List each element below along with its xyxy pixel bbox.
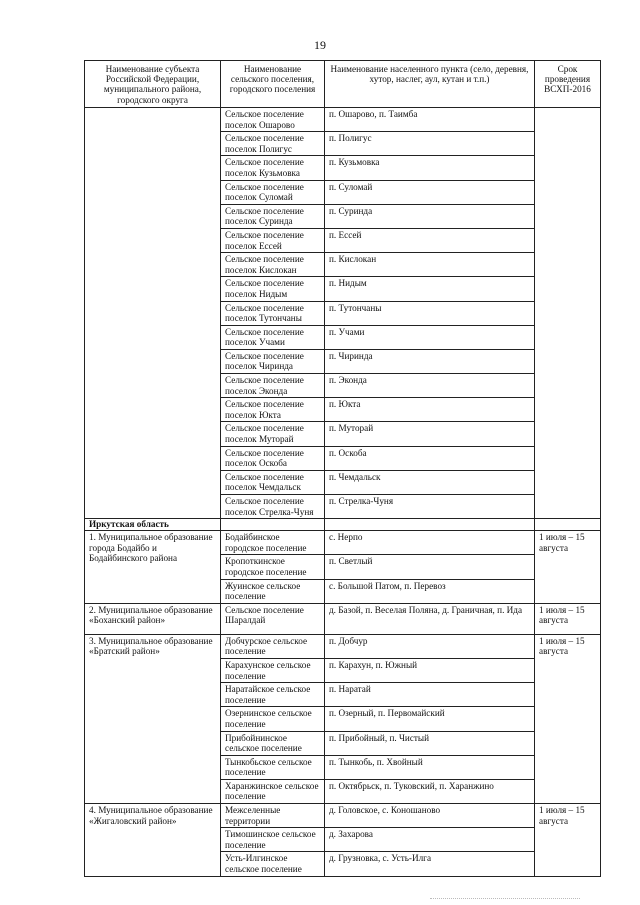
district-cell: 3. Муниципальное образование «Братский район» (85, 634, 221, 803)
locality-cell: п. Учами (325, 325, 535, 349)
settlement-cell: Сельское поселение поселок Юкта (221, 398, 325, 422)
term-cell (535, 108, 601, 519)
locality-cell: п. Чемдальск (325, 470, 535, 494)
settlement-cell: Сельское поселение поселок Суринда (221, 204, 325, 228)
locality-cell: п. Карахун, п. Южный (325, 658, 535, 682)
settlement-cell: Тынкобьское сельское поселение (221, 755, 325, 779)
locality-cell: п. Муторай (325, 422, 535, 446)
locality-cell: д. Базой, п. Веселая Поляна, д. Граничная, п. Ида (325, 603, 535, 634)
settlement-cell: Усть-Илгинское сельское поселение (221, 852, 325, 876)
locality-cell: д. Захарова (325, 828, 535, 852)
locality-cell: п. Наратай (325, 683, 535, 707)
locality-cell: п. Светлый (325, 555, 535, 579)
locality-cell: п. Озерный, п. Первомайский (325, 707, 535, 731)
table-row (85, 603, 601, 634)
settlement-cell: Сельское поселение поселок Тутончаны (221, 301, 325, 325)
term-cell: 1 июля – 15 августа (535, 634, 601, 803)
settlement-cell: Сельское поселение поселок Муторай (221, 422, 325, 446)
locality-cell: п. Кузьмовка (325, 156, 535, 180)
locality-cell: п. Прибойный, п. Чистый (325, 731, 535, 755)
header-term: Срок проведения ВСХП-2016 (535, 61, 601, 108)
settlement-cell: Сельское поселение поселок Чемдальск (221, 470, 325, 494)
locality-cell: д. Головское, с. Коношаново (325, 804, 535, 828)
settlement-cell: Сельское поселение поселок Суломай (221, 180, 325, 204)
term-cell: 1 июля – 15 августа (535, 804, 601, 877)
settlement-cell: Бодайбинское городское поселение (221, 531, 325, 555)
table-row (85, 634, 601, 658)
region-title: Иркутская область (85, 519, 221, 531)
settlement-cell: Сельское поселение поселок Чиринда (221, 349, 325, 373)
settlement-cell: Тимошинское сельское поселение (221, 828, 325, 852)
settlement-cell: Озернинское сельское поселение (221, 707, 325, 731)
settlement-cell: Харанжинское сельское поселение (221, 779, 325, 803)
settlement-cell: Сельское поселение поселок Кислокан (221, 253, 325, 277)
settlement-cell: Наратайское сельское поселение (221, 683, 325, 707)
locality-cell: п. Суринда (325, 204, 535, 228)
locality-cell: п. Эконда (325, 374, 535, 398)
locality-cell: с. Большой Патом, п. Перевоз (325, 579, 535, 603)
scan-artifact (430, 898, 580, 902)
district-cell: 4. Муниципальное образование «Жигаловский район» (85, 804, 221, 877)
settlement-cell: Сельское поселение поселок Эконда (221, 374, 325, 398)
page-number: 19 (314, 38, 326, 52)
settlement-cell: Кропоткинское городское поселение (221, 555, 325, 579)
table-row (85, 804, 601, 828)
settlement-cell: Карахунское сельское поселение (221, 658, 325, 682)
locality-cell: п. Суломай (325, 180, 535, 204)
locality-cell: п. Кислокан (325, 253, 535, 277)
header-locality: Наименование населенного пункта (село, деревня, хутор, наслег, аул, кутан и т.п.) (325, 61, 535, 108)
settlement-cell: Добчурское сельское поселение (221, 634, 325, 658)
region-row (85, 519, 601, 531)
settlement-cell: Сельское поселение поселок Учами (221, 325, 325, 349)
settlement-cell: Прибойнинское сельское поселение (221, 731, 325, 755)
district-cell: 2. Муниципальное образование «Боханский район» (85, 603, 221, 634)
locality-cell: п. Юкта (325, 398, 535, 422)
locality-cell: п. Чиринда (325, 349, 535, 373)
table-row (85, 108, 601, 132)
term-cell: 1 июля – 15 августа (535, 531, 601, 604)
header-settlement: Наименование сельского поселения, городского поселения (221, 61, 325, 108)
settlement-cell: Сельское поселение поселок Кузьмовка (221, 156, 325, 180)
locality-cell: с. Нерпо (325, 531, 535, 555)
locality-cell: п. Добчур (325, 634, 535, 658)
locality-cell: д. Грузновка, с. Усть-Илга (325, 852, 535, 876)
settlement-cell: Сельское поселение поселок Оскоба (221, 446, 325, 470)
census-schedule-table (84, 60, 601, 877)
settlement-cell: Сельское поселение поселок Ошарово (221, 108, 325, 132)
table-row (85, 531, 601, 555)
district-cell: 1. Муниципальное образование города Бодайбо и Бодайбинского района (85, 531, 221, 604)
locality-cell: п. Октябрьск, п. Туковский, п. Харанжино (325, 779, 535, 803)
settlement-cell: Межселенные территории (221, 804, 325, 828)
settlement-cell: Сельское поселение Шаралдай (221, 603, 325, 634)
locality-cell: п. Ошарово, п. Таимба (325, 108, 535, 132)
settlement-cell: Сельское поселение поселок Полигус (221, 132, 325, 156)
term-cell: 1 июля – 15 августа (535, 603, 601, 634)
locality-cell: п. Стрелка-Чуня (325, 495, 535, 519)
settlement-cell: Жуинское сельское поселение (221, 579, 325, 603)
locality-cell: п. Ессей (325, 228, 535, 252)
district-cell (85, 108, 221, 519)
locality-cell: п. Тынкобь, п. Хвойный (325, 755, 535, 779)
settlement-cell: Сельское поселение поселок Нидым (221, 277, 325, 301)
locality-cell: п. Полигус (325, 132, 535, 156)
settlement-cell: Сельское поселение поселок Ессей (221, 228, 325, 252)
table-header-row (85, 61, 601, 108)
locality-cell: п. Тутончаны (325, 301, 535, 325)
locality-cell: п. Оскоба (325, 446, 535, 470)
settlement-cell: Сельское поселение поселок Стрелка-Чуня (221, 495, 325, 519)
header-subject: Наименование субъекта Российской Федерации, муниципального района, городского округа (85, 61, 221, 108)
locality-cell: п. Нидым (325, 277, 535, 301)
